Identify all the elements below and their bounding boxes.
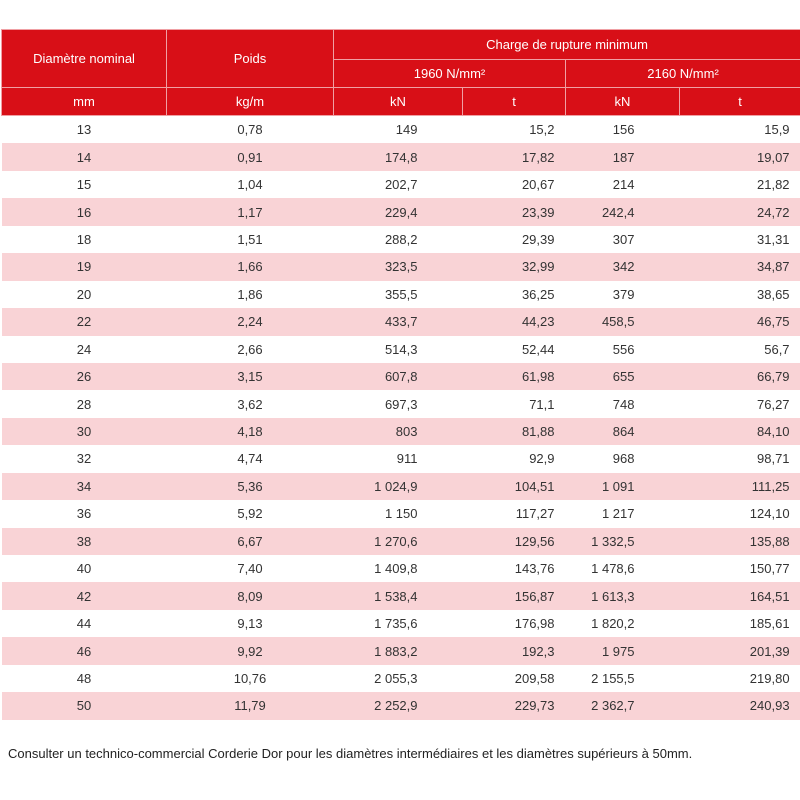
table-body <box>2 116 800 720</box>
cell-kn-1960: 1 270,6 <box>334 528 463 555</box>
cell-t-2160: 98,71 <box>757 451 790 467</box>
cell-poids: 8,09 <box>167 582 334 609</box>
table-row <box>2 665 800 692</box>
header-grade-2160: 2160 N/mm² <box>566 60 800 88</box>
cell-poids: 11,79 <box>167 692 334 719</box>
cell-kn-2160: 242,4 <box>566 198 680 225</box>
cell-poids: 0,78 <box>237 122 263 138</box>
cell-kn-1960: 355,5 <box>384 286 418 302</box>
cell-poids: 1,86 <box>237 286 263 302</box>
cell-diametre: 22 <box>2 308 167 335</box>
unit-t-2160: t <box>680 88 800 116</box>
table-row <box>2 500 800 527</box>
cell-t-1960: 20,67 <box>521 177 555 193</box>
header-diametre-nominal: Diamètre nominal <box>2 30 167 88</box>
cell-diametre: 48 <box>76 670 92 686</box>
cell-t-2160: 185,61 <box>749 616 790 632</box>
cell-poids: 9,13 <box>237 616 263 632</box>
header-charge-rupture: Charge de rupture minimum <box>334 30 800 60</box>
cell-t-2160: 84,10 <box>680 418 800 445</box>
table-row <box>2 637 800 664</box>
cell-kn-1960: 2 055,3 <box>374 670 418 686</box>
cell-diametre: 40 <box>76 561 92 577</box>
table-row <box>2 692 800 719</box>
header-grade-1960: 1960 N/mm² <box>334 60 566 88</box>
cell-t-2160: 24,72 <box>680 198 800 225</box>
table-row <box>2 390 800 417</box>
cell-poids: 4,74 <box>237 451 263 467</box>
cell-poids: 5,36 <box>167 473 334 500</box>
cell-kn-1960: 2 252,9 <box>334 692 463 719</box>
cell-t-1960: 32,99 <box>463 253 566 280</box>
cell-t-2160: 124,10 <box>749 506 790 522</box>
unit-kg-m: kg/m <box>167 88 334 116</box>
cell-poids: 2,66 <box>237 341 263 357</box>
table-row <box>2 308 800 335</box>
cell-t-1960: 176,98 <box>514 616 555 632</box>
table-row <box>2 555 800 582</box>
cell-t-2160: 56,7 <box>764 341 790 357</box>
cell-t-1960: 52,44 <box>521 341 555 357</box>
cell-t-1960: 44,23 <box>463 308 566 335</box>
cell-diametre: 15 <box>76 177 92 193</box>
cell-kn-1960: 1 735,6 <box>374 616 418 632</box>
cell-diametre: 44 <box>76 616 92 632</box>
cell-kn-2160: 1 820,2 <box>591 616 635 632</box>
cell-kn-2160: 1 478,6 <box>591 561 635 577</box>
cell-kn-2160: 556 <box>612 341 635 357</box>
cell-kn-1960: 174,8 <box>334 143 463 170</box>
table-row <box>2 116 800 144</box>
cell-kn-2160: 187 <box>566 143 680 170</box>
cell-t-1960: 192,3 <box>463 637 566 664</box>
cell-poids: 4,18 <box>167 418 334 445</box>
cell-diametre: 24 <box>76 341 92 357</box>
unit-kn-1960: kN <box>334 88 463 116</box>
table-row <box>2 528 800 555</box>
unit-kn-2160: kN <box>566 88 680 116</box>
cell-kn-1960: 1 150 <box>384 506 418 522</box>
table-row <box>2 418 800 445</box>
cell-kn-1960: 229,4 <box>334 198 463 225</box>
cell-kn-2160: 1 091 <box>566 473 680 500</box>
cell-poids: 2,24 <box>167 308 334 335</box>
cell-kn-2160: 1 332,5 <box>566 528 680 555</box>
cell-t-2160: 219,80 <box>749 670 790 686</box>
cell-poids: 10,76 <box>233 670 267 686</box>
table-row <box>2 473 800 500</box>
cell-kn-2160: 156 <box>612 122 635 138</box>
cell-t-2160: 240,93 <box>680 692 800 719</box>
cell-kn-2160: 2 155,5 <box>591 670 635 686</box>
cell-diametre: 30 <box>2 418 167 445</box>
table-row <box>2 281 800 308</box>
cell-kn-2160: 2 362,7 <box>566 692 680 719</box>
cell-t-2160: 19,07 <box>680 143 800 170</box>
table-row <box>2 363 800 390</box>
cell-diametre: 42 <box>2 582 167 609</box>
cell-t-2160: 66,79 <box>680 363 800 390</box>
cell-t-2160: 34,87 <box>680 253 800 280</box>
cell-diametre: 18 <box>76 231 92 247</box>
cell-t-1960: 15,2 <box>529 122 555 138</box>
table-row <box>2 582 800 609</box>
cell-t-1960: 23,39 <box>463 198 566 225</box>
unit-t-1960: t <box>463 88 566 116</box>
cell-t-1960: 104,51 <box>463 473 566 500</box>
cell-t-1960: 36,25 <box>521 286 555 302</box>
table-header <box>2 30 800 116</box>
cell-diametre: 14 <box>2 143 167 170</box>
cell-kn-1960: 607,8 <box>334 363 463 390</box>
cell-diametre: 16 <box>2 198 167 225</box>
cell-t-2160: 201,39 <box>680 637 800 664</box>
cell-poids: 9,92 <box>167 637 334 664</box>
cell-t-2160: 31,31 <box>757 231 790 247</box>
cell-t-2160: 135,88 <box>680 528 800 555</box>
cell-kn-2160: 214 <box>612 177 635 193</box>
cell-poids: 1,17 <box>167 198 334 225</box>
cell-poids: 6,67 <box>167 528 334 555</box>
cell-t-1960: 156,87 <box>463 582 566 609</box>
unit-mm: mm <box>2 88 167 116</box>
cell-kn-1960: 202,7 <box>384 177 418 193</box>
cell-poids: 1,04 <box>237 177 263 193</box>
table-row <box>2 445 800 472</box>
cell-t-2160: 46,75 <box>680 308 800 335</box>
cell-t-1960: 129,56 <box>463 528 566 555</box>
cell-kn-1960: 697,3 <box>384 396 418 412</box>
cell-diametre: 36 <box>76 506 92 522</box>
cell-t-2160: 21,82 <box>757 177 790 193</box>
cell-t-1960: 61,98 <box>463 363 566 390</box>
table-row <box>2 336 800 363</box>
table-row <box>2 610 800 637</box>
cell-diametre: 38 <box>2 528 167 555</box>
cell-kn-2160: 1 217 <box>601 506 635 522</box>
cell-poids: 1,66 <box>167 253 334 280</box>
cell-t-1960: 92,9 <box>529 451 555 467</box>
cell-kn-1960: 149 <box>395 122 418 138</box>
cell-kn-2160: 379 <box>612 286 635 302</box>
cell-kn-2160: 864 <box>566 418 680 445</box>
cell-kn-1960: 1 024,9 <box>334 473 463 500</box>
cell-diametre: 34 <box>2 473 167 500</box>
cell-diametre: 19 <box>2 253 167 280</box>
cell-diametre: 32 <box>76 451 92 467</box>
cell-t-1960: 209,58 <box>514 670 555 686</box>
cell-t-2160: 38,65 <box>757 286 790 302</box>
footnote: Consulter un technico-commercial Corderie Dor pour les diamètres intermédiaires et les diamètres supérieurs à 50mm. <box>8 746 693 761</box>
cell-kn-1960: 803 <box>334 418 463 445</box>
cell-t-2160: 76,27 <box>757 396 790 412</box>
cell-diametre: 50 <box>2 692 167 719</box>
cell-t-2160: 111,25 <box>680 473 800 500</box>
cell-kn-2160: 307 <box>612 231 635 247</box>
cell-diametre: 20 <box>76 286 92 302</box>
cell-t-1960: 143,76 <box>514 561 555 577</box>
cell-kn-2160: 655 <box>566 363 680 390</box>
rope-breaking-load-table <box>1 29 800 720</box>
cell-kn-2160: 968 <box>612 451 635 467</box>
cell-poids: 0,91 <box>167 143 334 170</box>
cell-kn-2160: 1 975 <box>566 637 680 664</box>
table-row <box>2 226 800 253</box>
cell-t-1960: 229,73 <box>463 692 566 719</box>
cell-kn-1960: 514,3 <box>384 341 418 357</box>
cell-t-1960: 17,82 <box>463 143 566 170</box>
cell-t-2160: 15,9 <box>764 122 790 138</box>
cell-kn-1960: 1 538,4 <box>334 582 463 609</box>
cell-kn-2160: 458,5 <box>566 308 680 335</box>
cell-kn-2160: 342 <box>566 253 680 280</box>
cell-kn-1960: 323,5 <box>334 253 463 280</box>
cell-kn-1960: 1 883,2 <box>334 637 463 664</box>
cell-kn-2160: 748 <box>612 396 635 412</box>
table-row <box>2 253 800 280</box>
cell-kn-1960: 288,2 <box>384 231 418 247</box>
cell-diametre: 13 <box>76 122 92 138</box>
cell-kn-1960: 433,7 <box>334 308 463 335</box>
table-row <box>2 143 800 170</box>
spec-table-container <box>1 29 800 720</box>
cell-t-2160: 164,51 <box>680 582 800 609</box>
table-row <box>2 198 800 225</box>
cell-diametre: 28 <box>76 396 92 412</box>
cell-t-1960: 117,27 <box>515 506 555 522</box>
cell-poids: 1,51 <box>237 231 263 247</box>
cell-t-2160: 150,77 <box>749 561 790 577</box>
cell-kn-1960: 1 409,8 <box>374 561 418 577</box>
header-poids: Poids <box>167 30 334 88</box>
cell-poids: 5,92 <box>237 506 263 522</box>
cell-diametre: 46 <box>2 637 167 664</box>
cell-t-1960: 71,1 <box>529 396 555 412</box>
cell-t-1960: 81,88 <box>463 418 566 445</box>
cell-kn-2160: 1 613,3 <box>566 582 680 609</box>
cell-kn-1960: 911 <box>396 451 418 467</box>
cell-t-1960: 29,39 <box>521 231 555 247</box>
cell-poids: 7,40 <box>237 561 263 577</box>
cell-poids: 3,15 <box>167 363 334 390</box>
cell-diametre: 26 <box>2 363 167 390</box>
table-row <box>2 171 800 198</box>
cell-poids: 3,62 <box>237 396 263 412</box>
